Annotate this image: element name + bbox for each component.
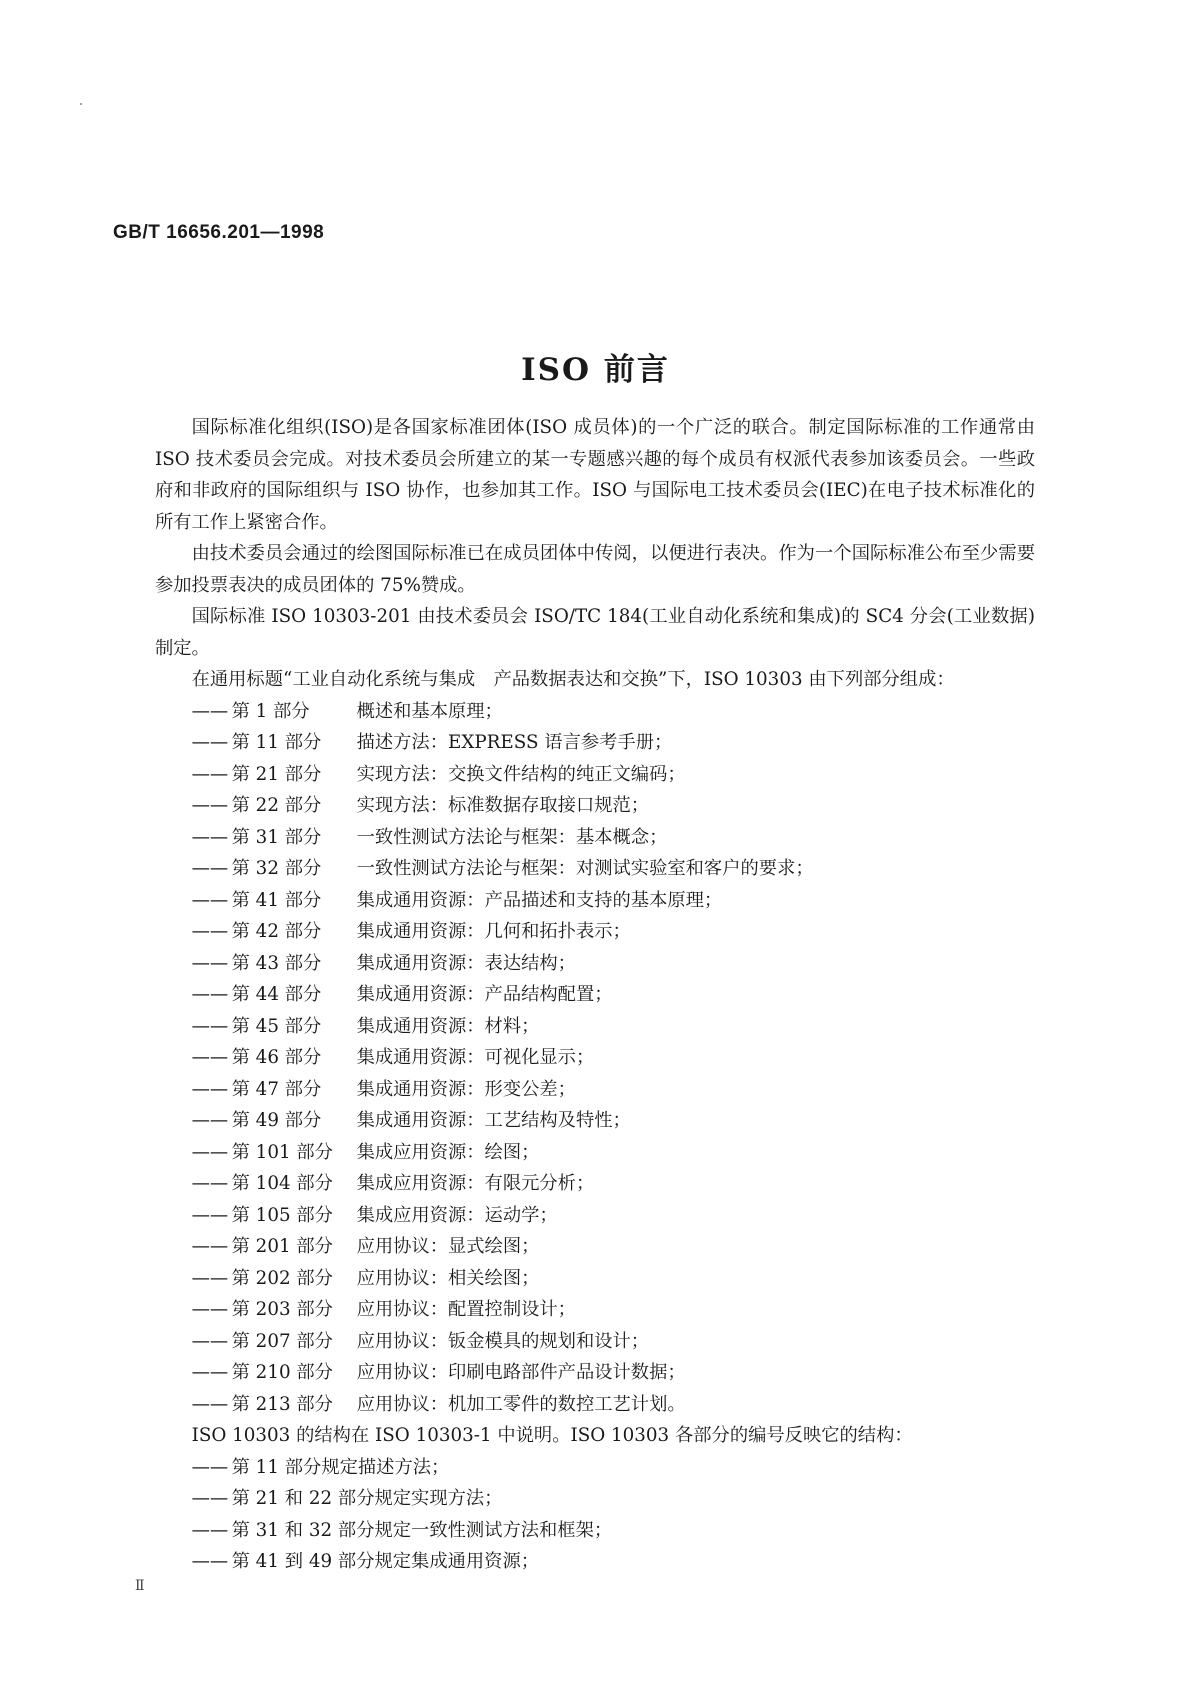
list-item (155, 853, 1035, 885)
list-item (155, 948, 1035, 980)
list-dash: —— (191, 952, 229, 974)
list-dash: —— (191, 1078, 229, 1100)
part-description: 应用协议：印刷电路部件产品设计数据； (356, 1362, 686, 1383)
paragraph-iso-intro: 国际标准化组织(ISO)是各国家标准团体(ISO 成员体)的一个广泛的联合。制定国际标准的工作通常由 ISO 技术委员会完成。对技术委员会所建立的某一专题感兴趣的每个成员有权派代表参加该委员会。一些政府和非政府的国际组织与 ISO 协作，也参加其工作。ISO 与国际电工技术委员会(IEC)在电子技术标准化的所有工作上紧密合作。 (155, 417, 1035, 533)
part-description: 应用协议：钣金模具的规划和设计； (356, 1330, 650, 1352)
list-item (155, 1452, 1035, 1484)
part-description: 应用协议：机加工零件的数控工艺计划。 (356, 1393, 686, 1415)
part-number: 第 45 部分 (231, 1015, 322, 1037)
part-number: 第 201 部分 (231, 1236, 333, 1257)
list-item (155, 1357, 1035, 1389)
list-item (155, 885, 1035, 917)
part-description: 集成通用资源：形变公差； (356, 1078, 576, 1100)
part-number: 第 21 部分 (231, 763, 322, 785)
part-description: 应用协议：相关绘图； (356, 1267, 540, 1289)
list-item (155, 1042, 1035, 1074)
part-description: 一致性测试方法论与框架：基本概念； (356, 826, 668, 848)
list-dash: —— (191, 921, 229, 942)
list-dash: —— (191, 1141, 229, 1163)
part-number: 第 101 部分 (231, 1141, 333, 1163)
part-number: 第 31 部分 (231, 826, 322, 848)
list-item (155, 1294, 1035, 1326)
part-number: 第 49 部分 (231, 1110, 322, 1131)
part-number: 第 202 部分 (231, 1267, 333, 1289)
list-item (155, 696, 1035, 728)
list-dash: —— (191, 984, 229, 1005)
page-title: ISO 前言 (521, 352, 670, 388)
part-number: 第 104 部分 (231, 1173, 333, 1194)
list-dash: —— (191, 1110, 229, 1131)
list-item (155, 1389, 1035, 1421)
part-description: 集成通用资源：几何和拓扑表示； (356, 921, 631, 942)
paragraph-preparation: 国际标准 ISO 10303-201 由技术委员会 ISO/TC 184(工业自动化系统和集成)的 SC4 分会(工业数据)制定。 (155, 606, 1035, 659)
part-number: 第 32 部分 (231, 858, 322, 879)
part-description: 集成通用资源：产品结构配置； (356, 984, 613, 1005)
list-dash: —— (191, 858, 229, 879)
scan-speck (80, 103, 82, 105)
list-item (155, 1546, 1035, 1578)
list-dash: —— (191, 1204, 229, 1226)
part-number: 第 1 部分 (231, 700, 310, 722)
list-item (155, 1231, 1035, 1263)
list-item (155, 790, 1035, 822)
list-item (155, 979, 1035, 1011)
list-dash: —— (191, 1362, 229, 1383)
part-description: 一致性测试方法论与框架：对测试实验室和客户的要求； (356, 858, 814, 879)
list-item (155, 1263, 1035, 1295)
list-item (155, 822, 1035, 854)
list-dash: —— (191, 889, 229, 911)
list-dash: —— (191, 700, 229, 722)
structure-item-text: 第 41 到 49 部分规定集成通用资源； (231, 1551, 540, 1572)
structure-item-text: 第 21 和 22 部分规定实现方法； (231, 1488, 503, 1509)
part-number: 第 44 部分 (231, 984, 322, 1005)
part-description: 实现方法：标准数据存取接口规范； (356, 795, 650, 816)
list-item (155, 1326, 1035, 1358)
part-number: 第 207 部分 (231, 1330, 333, 1352)
part-description: 集成通用资源：材料； (356, 1015, 540, 1037)
list-item (155, 1168, 1035, 1200)
part-number: 第 46 部分 (231, 1047, 322, 1068)
parts-list (155, 696, 1035, 1421)
list-dash: —— (191, 1488, 229, 1509)
standard-number: GB/T 16656.201—1998 (113, 222, 325, 243)
part-description: 应用协议：显式绘图； (356, 1236, 540, 1257)
list-dash: —— (191, 1330, 229, 1352)
part-description: 集成通用资源：可视化显示； (356, 1047, 595, 1068)
page-folio: Ⅱ (135, 1578, 145, 1594)
part-number: 第 47 部分 (231, 1078, 322, 1100)
part-description: 集成通用资源：工艺结构及特性； (356, 1110, 631, 1131)
part-number: 第 11 部分 (231, 732, 322, 753)
part-number: 第 203 部分 (231, 1299, 333, 1320)
list-dash: —— (191, 1047, 229, 1068)
part-number: 第 41 部分 (231, 889, 322, 911)
list-dash: —— (191, 1299, 229, 1320)
document-body (155, 412, 1035, 1578)
list-item (155, 1515, 1035, 1547)
list-dash: —— (191, 1236, 229, 1257)
part-description: 集成应用资源：运动学； (356, 1204, 558, 1226)
structure-item-text: 第 31 和 32 部分规定一致性测试方法和框架； (231, 1519, 613, 1541)
part-description: 集成通用资源：产品描述和支持的基本原理； (356, 889, 723, 911)
list-item (155, 916, 1035, 948)
part-number: 第 42 部分 (231, 921, 322, 942)
structure-list (155, 1452, 1035, 1578)
part-description: 集成应用资源：有限元分析； (356, 1173, 595, 1194)
part-number: 第 43 部分 (231, 952, 322, 974)
list-item (155, 1105, 1035, 1137)
list-dash: —— (191, 1393, 229, 1415)
structure-item-text: 第 11 部分规定描述方法； (231, 1456, 450, 1478)
part-number: 第 210 部分 (231, 1362, 333, 1383)
list-dash: —— (191, 826, 229, 848)
list-item (155, 1200, 1035, 1232)
part-description: 集成通用资源：表达结构； (356, 952, 576, 974)
list-item (155, 1137, 1035, 1169)
part-description: 应用协议：配置控制设计； (356, 1299, 576, 1320)
part-number: 第 22 部分 (231, 795, 322, 816)
list-item (155, 759, 1035, 791)
list-dash: —— (191, 1456, 229, 1478)
list-dash: —— (191, 1551, 229, 1572)
list-dash: —— (191, 1519, 229, 1541)
paragraph-structure: ISO 10303 的结构在 ISO 10303-1 中说明。ISO 10303 各部分的编号反映它的结构： (191, 1425, 913, 1446)
list-item (155, 1483, 1035, 1515)
list-item (155, 727, 1035, 759)
list-item (155, 1011, 1035, 1043)
part-description: 描述方法：EXPRESS 语言参考手册； (356, 732, 673, 753)
part-number: 第 105 部分 (231, 1204, 333, 1226)
part-description: 概述和基本原理； (356, 700, 503, 722)
part-number: 第 213 部分 (231, 1393, 333, 1415)
paragraph-voting: 由技术委员会通过的绘图国际标准已在成员团体中传阅，以便进行表决。作为一个国际标准公布至少需要参加投票表决的成员团体的 75%赞成。 (155, 543, 1035, 596)
list-dash: —— (191, 763, 229, 785)
part-description: 实现方法：交换文件结构的纯正文编码； (356, 763, 686, 785)
list-dash: —— (191, 1267, 229, 1289)
list-item (155, 1074, 1035, 1106)
part-description: 集成应用资源：绘图； (356, 1141, 540, 1163)
list-dash: —— (191, 1015, 229, 1037)
list-dash: —— (191, 732, 229, 753)
list-dash: —— (191, 1173, 229, 1194)
paragraph-parts-intro: 在通用标题“工业自动化系统与集成 产品数据表达和交换”下，ISO 10303 由下列部分组成： (191, 669, 955, 690)
list-dash: —— (191, 795, 229, 816)
